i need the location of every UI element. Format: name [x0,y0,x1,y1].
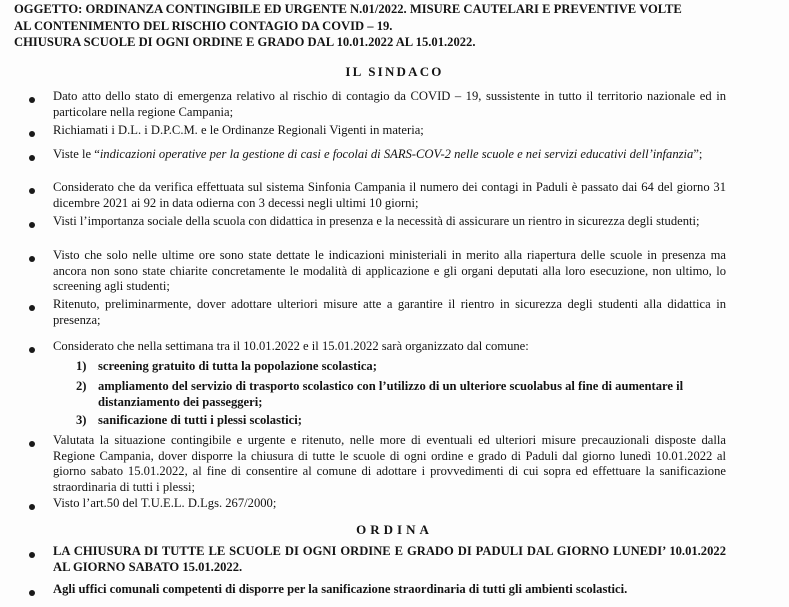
bullet-icon [29,97,35,103]
premise-scuola: Visti l’importanza sociale della scuola con didattica in presenza e la necessità di assicurare un rientro in sicurezza degli studenti; [53,214,700,228]
measure-number: 1) [76,359,87,373]
premise-indicazioni: Visto che solo nelle ultime ore sono state dettate le indicazioni ministeriali in merito alla riapertura delle scuole in presenza ma ancora non sono state chiarite concretamente le modalità di applicazione e gli organi deputati alla loro esecuzione, non ultimo, lo screening agli studenti; [53,248,726,293]
premise-ritenuto: Ritenuto, preliminarmente, dover adottare ulteriori misure atte a garantire il rientro in sicurezza degli studenti alla didattica in presenza; [53,297,726,327]
bullet-icon [29,256,35,262]
premise-viste-title: indicazioni operative per la gestione di casi e focolai di SARS-COV-2 nelle scuole e nei servizi educativi dell’infanzia [99,147,694,161]
bullet-icon [29,155,35,161]
premise-valutata: Valutata la situazione contingibile e urgente e ritenuto, nelle more di eventuali ed ulteriori misure precauzionali disposte dalla Regione Campania, dover disporre la chiusura di tutte le scuole di ogni ordine e grado di Paduli dal giorno lunedì 10.01.2022 al giorno sabato 15.01.2022, al fine di consentire al comune di adottare i provvedimenti di cui sopra ed effettuare la sanificazione straordinaria di tutti i plessi; [53,433,726,494]
bullet-icon [29,552,35,558]
bullet-icon [29,590,35,596]
premise-viste-prefix: Viste le “ [53,147,100,161]
measure-number: 2) [76,379,87,393]
subject-line-2: AL CONTENIMENTO DEL RISCHIO CONTAGIO DA COVID – 19. [14,18,393,33]
sindaco-heading: IL SINDACO [345,64,444,79]
order-chiusura: LA CHIUSURA DI TUTTE LE SCUOLE DI OGNI ORDINE E GRADO DI PADULI DAL GIORNO LUNEDI’ 10.01.2022 AL GIORNO SABATO 15.01.2022. [53,544,726,574]
premise-contagi: Considerato che da verifica effettuata sul sistema Sinfonia Campania il numero dei contagi in Paduli è passato dai 64 del giorno 31 dicembre 2021 ai 92 in data odierna con 3 decessi negli ultimi 10 giorni; [53,180,726,210]
bullet-icon [29,131,35,137]
bullet-icon [29,347,35,353]
bullet-icon [29,305,35,311]
premise-settimana: Considerato che nella settimana tra il 10.01.2022 e il 15.01.2022 sarà organizzato dal comune: [53,339,529,353]
subject-line-1: OGGETTO: ORDINANZA CONTINGIBILE ED URGENTE N.01/2022. MISURE CAUTELARI E PREVENTIVE VOLTE [14,2,682,16]
subject-line-3: CHIUSURA SCUOLE DI OGNI ORDINE E GRADO DAL 10.01.2022 AL 15.01.2022. [14,35,476,49]
premise-emergenza: Dato atto dello stato di emergenza relativo al rischio di contagio da COVID – 19, sussistente in tutto il territorio nazionale ed in particolare nella regione Campania; [53,89,726,119]
bullet-icon [29,504,35,510]
bullet-icon [29,188,35,194]
bullet-icon [29,441,35,447]
premise-visto-tuel: Visto l’art.50 del T.U.E.L. D.Lgs. 267/2000; [53,496,277,510]
order-sanificazione: Agli uffici comunali competenti di disporre per la sanificazione straordinaria di tutti gli ambienti scolastici. [53,582,628,596]
measure-text: ampliamento del servizio di trasporto scolastico con l’utilizzo di un ulteriore scuolabus al fine di aumentare il distanziamento dei passeggeri; [98,379,684,409]
measure-text: screening gratuito di tutta la popolazione scolastica; [98,359,377,373]
measure-text: sanificazione di tutti i plessi scolastici; [98,413,302,427]
measure-number: 3) [76,413,87,427]
document-subject [14,1,784,51]
premise-viste-suffix: ”; [693,147,703,161]
premise-viste [53,147,726,163]
premise-richiamati: Richiamati i D.L. i D.P.C.M. e le Ordinanze Regionali Vigenti in materia; [53,123,424,137]
ordina-heading: ORDINA [356,522,433,537]
bullet-icon [29,222,35,228]
